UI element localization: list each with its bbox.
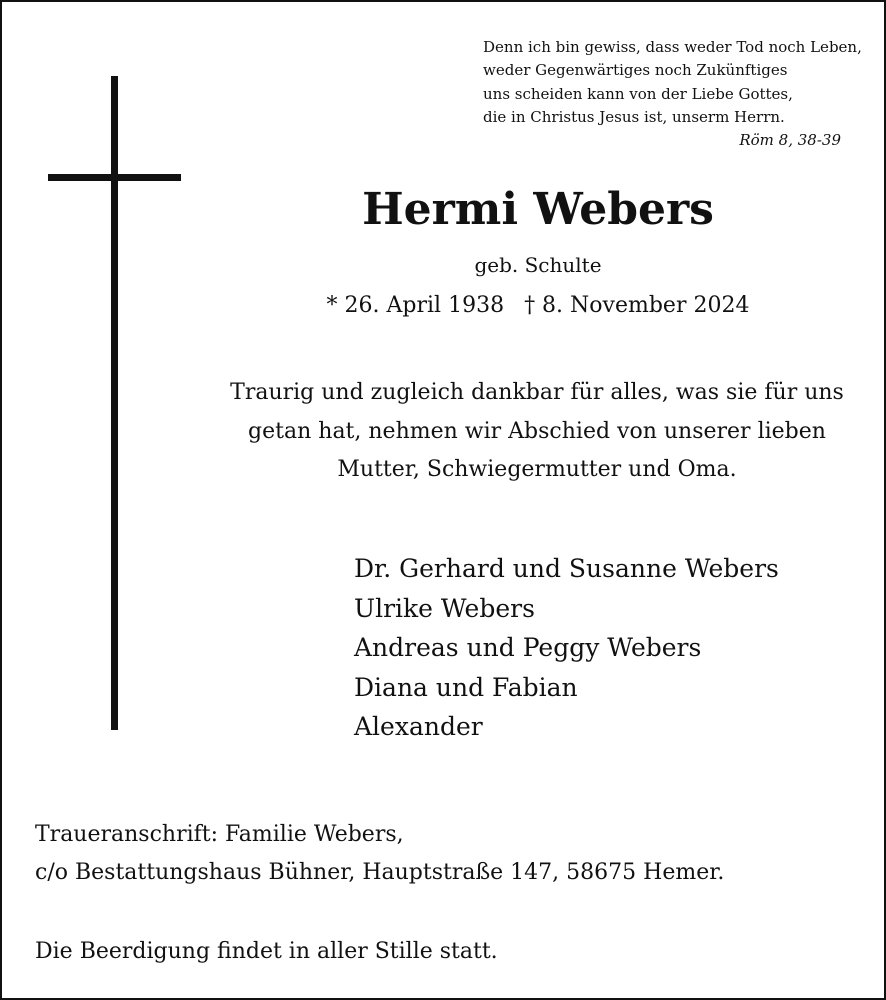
funeral-note: Die Beerdigung findet in aller Stille statt. xyxy=(35,939,498,964)
verse-reference: Röm 8, 38-39 xyxy=(739,131,841,150)
verse-line: die in Christus Jesus ist, unserm Herrn. xyxy=(483,107,785,126)
bible-verse xyxy=(483,36,873,152)
message-line: Traurig und zugleich dankbar für alles, was sie für uns xyxy=(230,380,844,405)
family-member: Alexander xyxy=(354,712,483,741)
verse-line: Denn ich bin gewiss, dass weder Tod noch Leben, xyxy=(483,38,862,56)
birth-date: * 26. April 1938 xyxy=(326,293,505,318)
family-member: Ulrike Webers xyxy=(354,593,535,623)
family-list xyxy=(354,549,779,747)
verse-line: weder Gegenwärtiges noch Zukünftiges xyxy=(483,61,788,80)
deceased-name: Hermi Webers xyxy=(362,184,714,235)
family-member: Dr. Gerhard und Susanne Webers xyxy=(354,554,779,583)
cross-horizontal-bar xyxy=(48,174,181,181)
birth-name: geb. Schulte xyxy=(474,253,602,277)
message-line: getan hat, nehmen wir Abschied von unserer lieben xyxy=(248,418,826,444)
life-dates xyxy=(182,289,886,323)
mourning-address xyxy=(35,816,724,892)
message-line: Mutter, Schwiegermutter und Oma. xyxy=(337,457,737,482)
address-line: Traueranschrift: Familie Webers, xyxy=(35,822,404,847)
verse-line: uns scheiden kann von der Liebe Gottes, xyxy=(483,84,793,103)
family-member: Andreas und Peggy Webers xyxy=(354,633,702,662)
address-line: c/o Bestattungshaus Bühner, Hauptstraße 147, 58675 Hemer. xyxy=(35,860,725,885)
death-date: † 8. November 2024 xyxy=(524,293,750,318)
mourning-message xyxy=(192,374,882,490)
family-member: Diana und Fabian xyxy=(354,672,578,702)
